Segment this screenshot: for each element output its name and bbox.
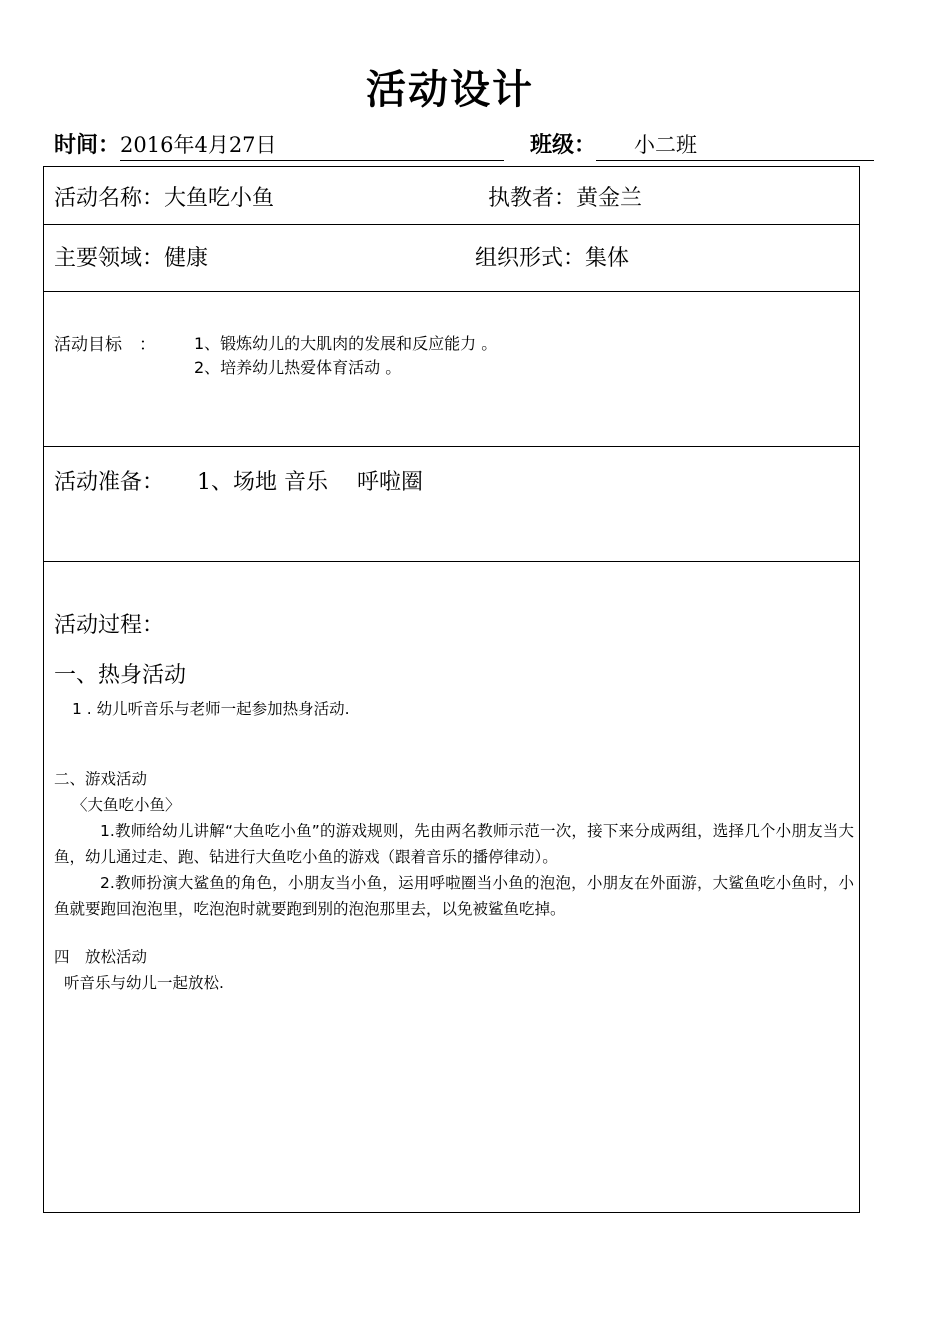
row-activity-name <box>44 167 859 225</box>
class-label: 班级： <box>530 133 597 158</box>
row-goals <box>44 292 859 447</box>
time-label: 时间： <box>54 133 121 158</box>
goal-label: 活动目标 ： <box>54 335 156 355</box>
goal-list <box>194 332 497 380</box>
section2-title: 二、游戏活动 <box>54 770 148 788</box>
process-heading: 活动过程： <box>54 613 165 638</box>
teacher: 执教者：黄金兰 <box>488 186 643 211</box>
section1-item: 1 . 幼儿听音乐与老师一起参加热身活动. <box>72 700 350 718</box>
section2-para2: 2.教师扮演大鲨鱼的角色，小朋友当小鱼，运用呼啦圈当小鱼的泡泡，小朋友在外面游，大鲨鱼吃小鱼时，小鱼就要跑回泡泡里，吃泡泡时就要跑到别的泡泡那里去，以免被鲨鱼吃掉。 <box>54 874 854 918</box>
row-process <box>44 562 859 1212</box>
goal-item: 2、培养幼儿热爱体育活动 。 <box>194 358 402 377</box>
time-value: 2016年4月27日 <box>120 129 504 161</box>
row-preparation <box>44 447 859 562</box>
activity-name: 活动名称：大鱼吃小鱼 <box>54 186 275 211</box>
section1-title: 一、热身活动 <box>54 663 187 688</box>
time-field <box>54 128 504 161</box>
preparation: 活动准备： 1、场地 音乐 呼啦圈 <box>54 470 423 495</box>
form: 组织形式：集体 <box>475 246 630 271</box>
page-title: 活动设计 <box>366 67 534 113</box>
section4-title: 四 放松活动 <box>54 948 148 966</box>
section2-para1: 1.教师给幼儿讲解“大鱼吃小鱼”的游戏规则，先由两名教师示范一次，接下来分成两组，选择几个小朋友当大鱼，幼儿通过走、跑、钻进行大鱼吃小鱼的游戏（跟着音乐的播停律动）。 <box>54 822 854 866</box>
process-section <box>54 610 854 996</box>
goal-item: 1、锻炼幼儿的大肌肉的发展和反应能力 。 <box>194 334 498 353</box>
class-value: 小二班 <box>596 129 874 161</box>
domain: 主要领域：健康 <box>54 246 209 271</box>
goals <box>54 332 497 380</box>
row-domain <box>44 225 859 292</box>
activity-table <box>43 166 860 1213</box>
class-field <box>530 128 874 161</box>
section2-game: 〈大鱼吃小鱼〉 <box>72 796 181 814</box>
section4-item: 听音乐与幼儿一起放松. <box>64 974 224 992</box>
